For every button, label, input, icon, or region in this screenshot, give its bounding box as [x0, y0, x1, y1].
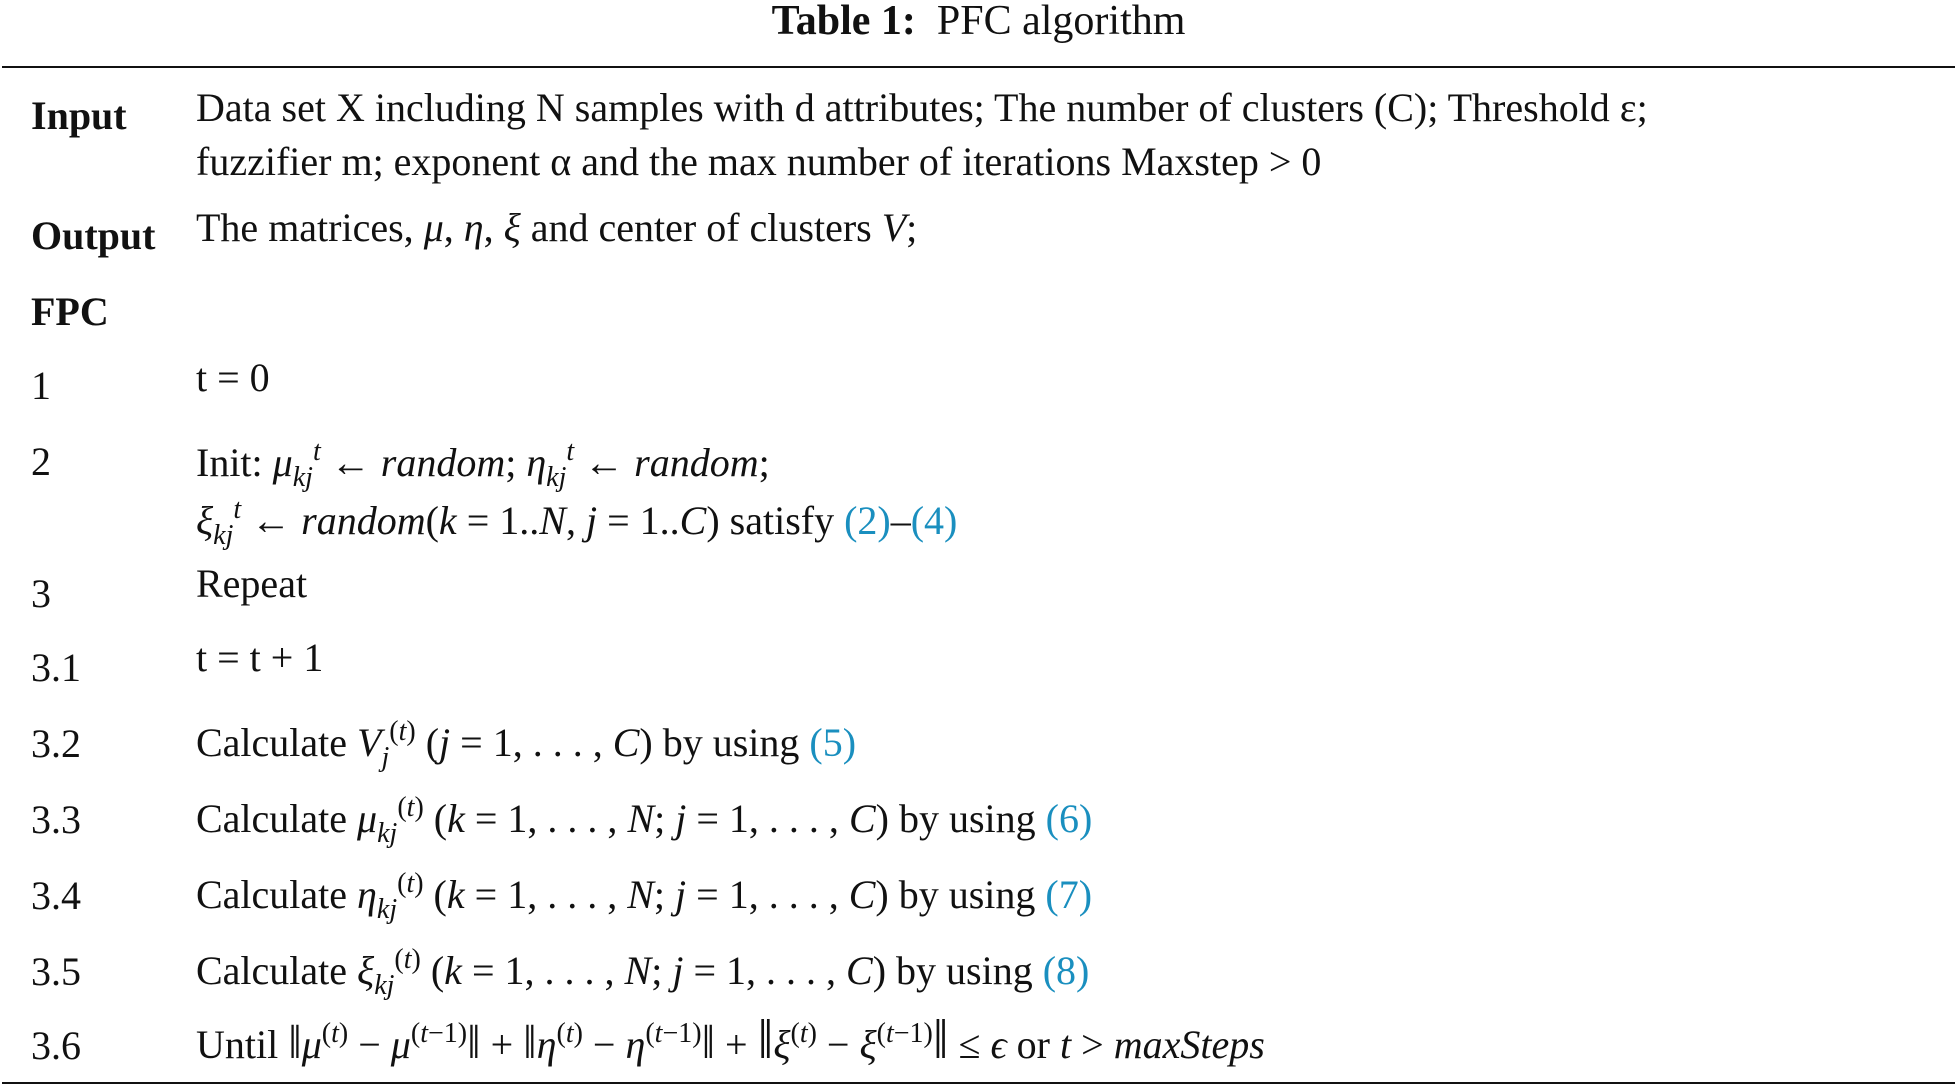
row-content-line-2: $\xi_{kj}^t$ ← random(k = 1..N, j = 1..C) satisfy (2)–(4) [196, 494, 958, 551]
input-line-1: Data set X including N samples with d attributes; The number of clusters (C); Threshold ε; [196, 85, 1648, 130]
row-label: Output [31, 213, 156, 258]
row-label: 3.1 [31, 645, 81, 690]
input-line-2: fuzzifier m; exponent α and the max number of iterations Maxstep > 0 [196, 139, 1322, 184]
row-label: 3.2 [31, 721, 81, 766]
row-content: t = 0 [196, 355, 270, 400]
equation-link[interactable]: (6) [1045, 796, 1093, 841]
row-label: 1 [31, 363, 51, 408]
row-label: 2 [31, 439, 51, 484]
row-content: t = t + 1 [196, 635, 324, 680]
row-content: Init: $\mu_{kj}^t$ ← random; $\eta_{kj}^t$ ← random; [196, 436, 770, 493]
equation-link[interactable]: (7) [1045, 872, 1093, 917]
equation-link[interactable]: (4) [910, 498, 958, 543]
row-label: 3.3 [31, 797, 81, 842]
row-label: FPC [31, 289, 109, 334]
row-label: 3.6 [31, 1023, 81, 1068]
row-label: 3.5 [31, 949, 81, 994]
caption-label: Table 1: [771, 0, 916, 44]
table-caption [0, 0, 1957, 42]
equation-link[interactable]: (8) [1042, 948, 1090, 993]
row-label: Input [31, 93, 127, 138]
row-content: Until $‖\mu^{(t)}$ − $\mu^{(t-1)}‖$ + $‖\eta^{(t)}$ − $\eta^{(t-1)}‖$ + $‖\xi^{(t)}$ − $\xi^{(t-1)}‖ \le \epsilon$ or t > maxSteps [196, 1009, 1265, 1071]
row-content: Calculate $\xi_{kj}^{(t)}$ (k = 1, . . . , N; j = 1, . . . , C) by using (8) [196, 944, 1090, 1001]
bottom-rule [2, 1082, 1955, 1084]
top-rule [2, 66, 1955, 68]
equation-link[interactable]: (5) [809, 720, 857, 765]
row-content: Calculate $\mu_{kj}^{(t)}$ (k = 1, . . . , N; j = 1, . . . , C) by using (6) [196, 792, 1093, 849]
row-content: Calculate $\eta_{kj}^{(t)}$ (k = 1, . . . , N; j = 1, . . . , C) by using (7) [196, 868, 1093, 925]
row-label: 3.4 [31, 873, 81, 918]
row-content: Repeat [196, 561, 308, 606]
row-label: 3 [31, 571, 51, 616]
row-content: The matrices, μ, η, ξ and center of clusters V; [196, 205, 918, 250]
caption-title: PFC algorithm [936, 0, 1186, 44]
row-content: Calculate $V_j^{(t)}$ (j = 1, . . . , C) by using (5) [196, 716, 857, 773]
equation-link[interactable]: (2) [844, 498, 891, 543]
